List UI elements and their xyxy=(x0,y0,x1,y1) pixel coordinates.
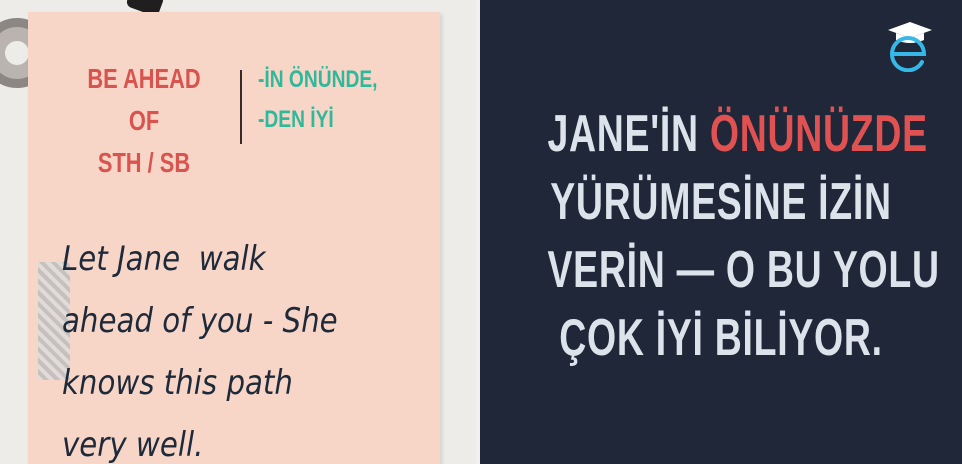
graduation-e-logo-icon xyxy=(880,16,936,72)
example-sentence xyxy=(62,228,389,464)
meaning-line-2: -DEN İYİ xyxy=(258,106,334,133)
translation-line-1 xyxy=(547,100,928,168)
phrase-line-2: STH / SB xyxy=(97,147,191,178)
phrase-title xyxy=(78,58,209,184)
translation-line-4: ÇOK İYİ BİLİYOR. xyxy=(559,309,883,367)
example-line-4: very well. xyxy=(62,425,204,464)
phrase-meaning xyxy=(258,60,377,140)
example-line-3: knows this path xyxy=(62,363,293,403)
flashcard-photo xyxy=(0,0,476,464)
turkish-translation xyxy=(480,100,962,372)
translation-line-3: VERİN — O BU YOLU xyxy=(547,241,940,299)
translation-panel xyxy=(480,0,962,464)
example-line-2: ahead of you - She xyxy=(62,301,338,341)
example-line-1: Let Jane walk xyxy=(62,239,266,279)
translation-line-2: YÜRÜMESİNE İZİN xyxy=(550,173,892,231)
meaning-line-1: -İN ÖNÜNDE, xyxy=(258,66,378,93)
translation-line-1-text: JANE'İN xyxy=(547,105,710,163)
translation-highlight: ÖNÜNÜZDE xyxy=(709,105,928,163)
phrase-line-1: BE AHEAD OF xyxy=(87,63,201,136)
tape-roll-hole xyxy=(5,41,29,65)
phrase-divider xyxy=(240,70,242,144)
